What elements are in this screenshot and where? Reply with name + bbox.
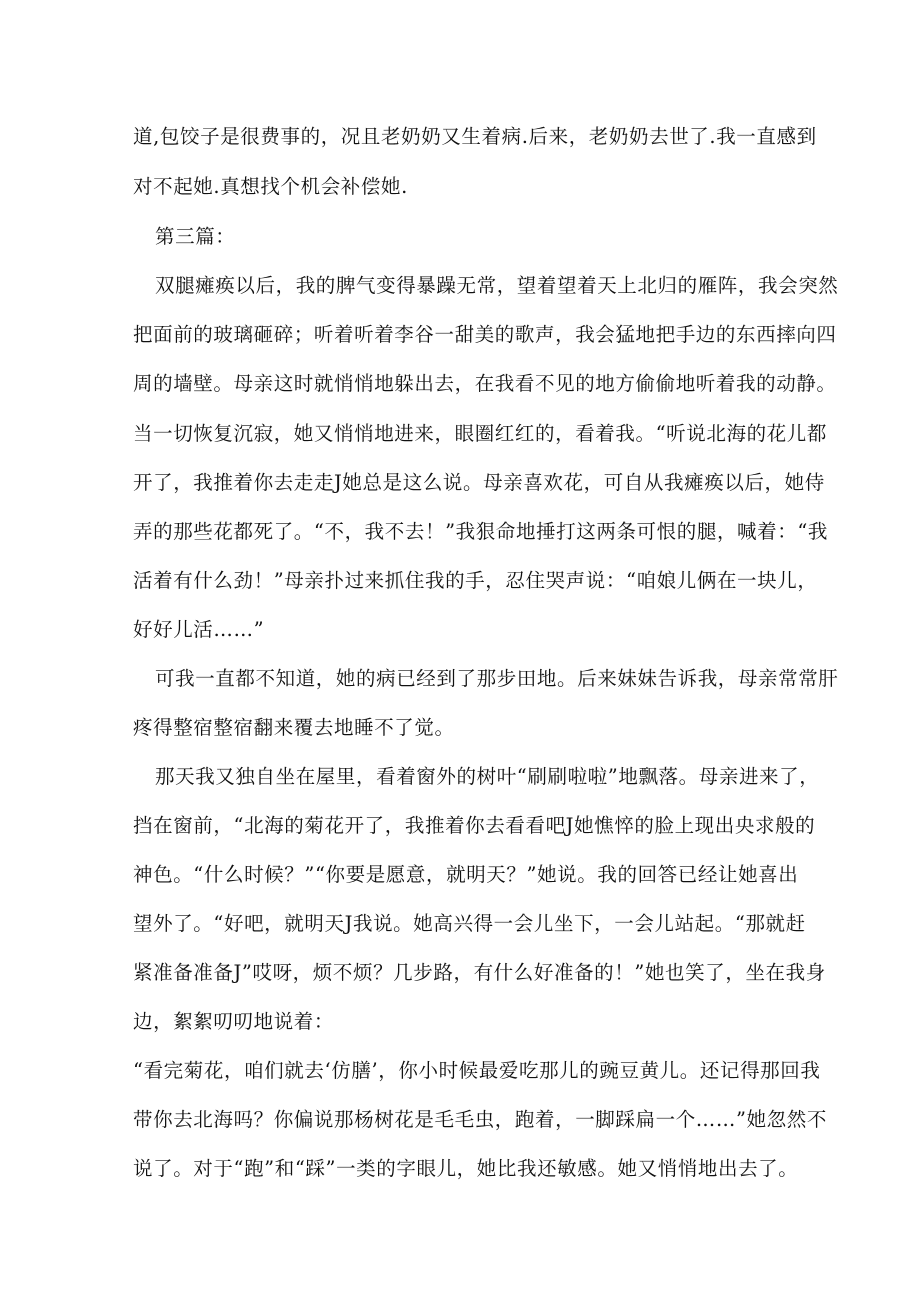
text-line: 说了。对于“跑”和“踩”一类的字眼儿，她比我还敏感。她又悄悄地出去了。 bbox=[133, 1157, 799, 1180]
text-line: 好好儿活……” bbox=[133, 618, 265, 641]
text-line: 活着有什么劲！”母亲扑过来抓住我的手，忍住哭声说：“咱娘儿俩在一块儿， bbox=[133, 569, 818, 592]
text-line: 开了，我推着你去走走J她总是这么说。母亲喜欢花，可自从我瘫痪以后，她侍 bbox=[133, 471, 825, 494]
text-line: 紧准备准备J”哎呀，烦不烦？几步路，有什么好准备的！”她也笑了，坐在我身 bbox=[133, 961, 826, 984]
text-line: 带你去北海吗？你偏说那杨树花是毛毛虫，跑着，一脚踩扁一个……”她忽然不 bbox=[133, 1108, 827, 1131]
text-line: 望外了。“好吧，就明天J我说。她高兴得一会儿坐下，一会儿站起。“那就赶 bbox=[133, 912, 806, 935]
text-line: 双腿瘫痪以后，我的脾气变得暴躁无常，望着望着天上北归的雁阵，我会突然 bbox=[155, 274, 839, 297]
text-line: 那天我又独自坐在屋里，看着窗外的树叶“刷刷啦啦”地飘落。母亲进来了， bbox=[155, 765, 820, 788]
text-line: 把面前的玻璃砸碎；听着听着李谷一甜美的歌声，我会猛地把手边的东西摔向四 bbox=[133, 323, 837, 346]
text-line: 可我一直都不知道，她的病已经到了那步田地。后来妹妹告诉我，母亲常常肝 bbox=[155, 667, 839, 690]
text-line: 当一切恢复沉寂，她又悄悄地进来，眼圈红红的，看着我。“听说北海的花儿都 bbox=[133, 422, 827, 445]
text-line: “看完菊花，咱们就去‘仿膳’，你小时候最爱吃那儿的豌豆黄儿。还记得那回我 bbox=[133, 1059, 821, 1082]
text-line: 周的墙壁。母亲这时就悄悄地躲出去，在我看不见的地方偷偷地听着我的动静。 bbox=[133, 372, 837, 395]
text-line: 挡在窗前，“北海的菊花开了，我推着你去看看吧J她憔悴的脸上现出央求般的 bbox=[133, 814, 816, 837]
text-line: 对不起她.真想找个机会补偿她. bbox=[133, 175, 408, 198]
text-line: 疼得整宿整宿翻来覆去地睡不了觉。 bbox=[133, 716, 455, 739]
text-line: 边，絮絮叨叨地说着： bbox=[133, 1010, 335, 1033]
text-line: 弄的那些花都死了。“不，我不去！”我狠命地捶打这两条可恨的腿，喊着：“我 bbox=[133, 520, 829, 543]
text-line: 神色。“什么时候？”“你要是愿意，就明天？”她说。我的回答已经让她喜出 bbox=[133, 863, 799, 886]
section-heading: 第三篇： bbox=[155, 225, 236, 248]
text-line: 道,包饺子是很费事的，况且老奶奶又生着病.后来，老奶奶去世了.我一直感到 bbox=[133, 125, 817, 148]
